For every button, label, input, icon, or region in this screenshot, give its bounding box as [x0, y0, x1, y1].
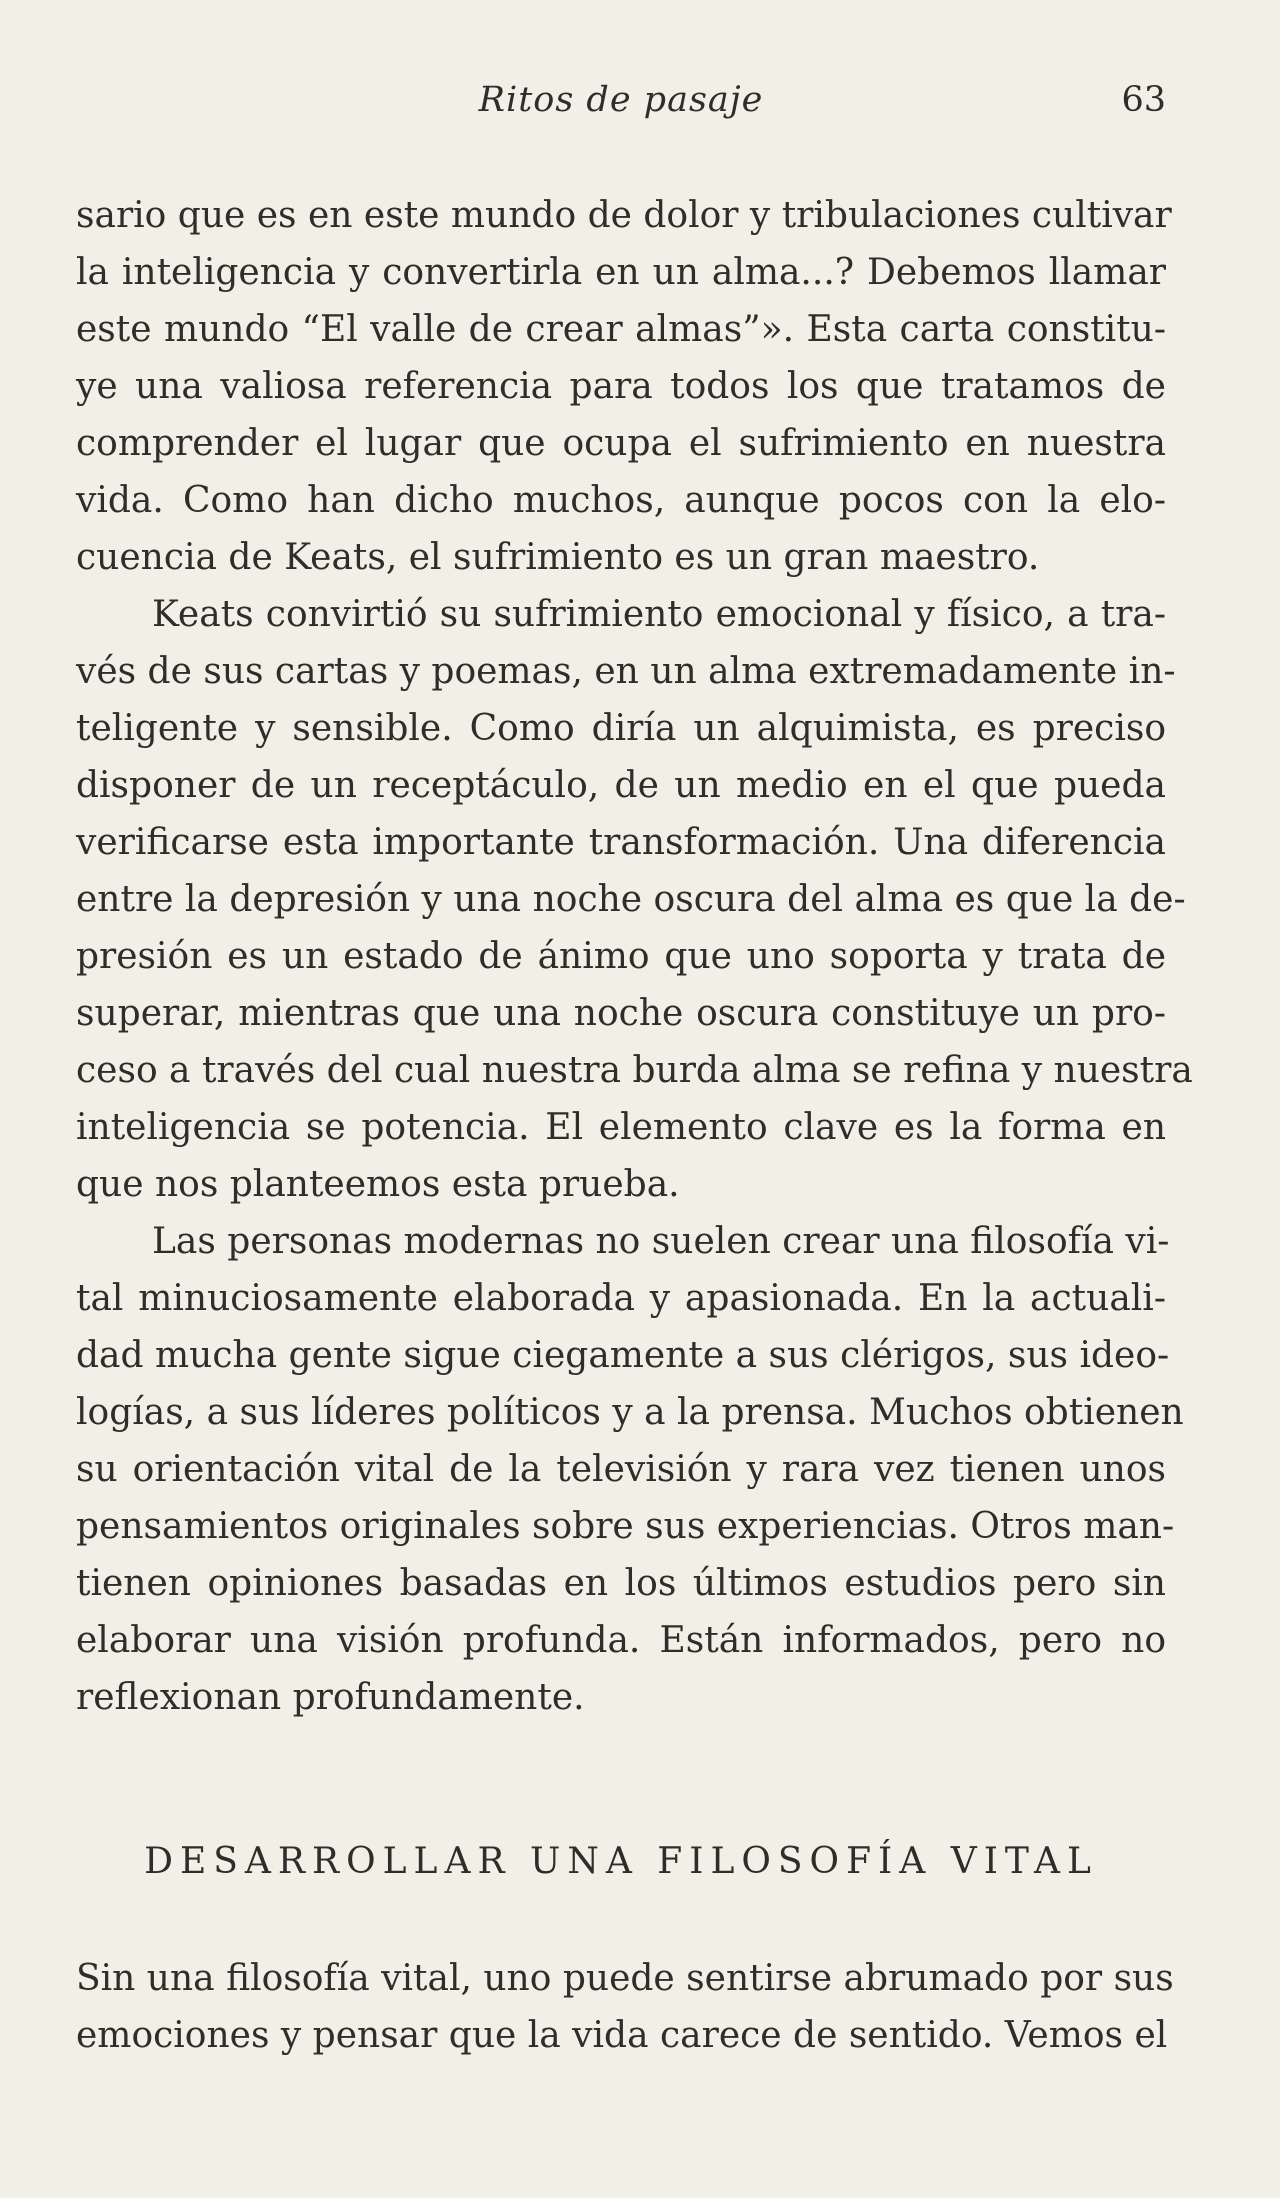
- text-line: logías, a sus líderes políticos y a la prensa. Muchos obtienen: [76, 1392, 1184, 1433]
- text-line: ceso a través del cual nuestra burda alma se refina y nuestra: [76, 1050, 1193, 1091]
- text-line: Las personas modernas no suelen crear una filosofía vi-: [152, 1221, 1170, 1262]
- text-line: inteligencia se potencia. El elemento clave es la forma en: [76, 1107, 1166, 1148]
- text-line: tal minuciosamente elaborada y apasionada. En la actuali-: [76, 1278, 1166, 1319]
- text-line: emociones y pensar que la vida carece de sentido. Vemos el: [76, 2015, 1168, 2056]
- text-line: entre la depresión y una noche oscura del alma es que la de-: [76, 879, 1186, 920]
- running-title: Ritos de pasaje: [478, 80, 764, 120]
- body-text: [76, 187, 1193, 1726]
- text-line: pensamientos originales sobre sus experiencias. Otros man-: [76, 1506, 1175, 1547]
- text-line: verificarse esta importante transformación. Una diferencia: [76, 822, 1166, 863]
- text-line: reflexionan profundamente.: [76, 1677, 585, 1718]
- section-text: [76, 1950, 1174, 2064]
- text-line: dad mucha gente sigue ciegamente a sus clérigos, sus ideo-: [76, 1335, 1170, 1376]
- text-line: comprender el lugar que ocupa el sufrimiento en nuestra: [76, 423, 1166, 464]
- text-line: tienen opiniones basadas en los últimos estudios pero sin: [76, 1563, 1166, 1604]
- text-line: superar, mientras que una noche oscura constituye un pro-: [76, 993, 1166, 1034]
- text-line: vés de sus cartas y poemas, en un alma extremadamente in-: [76, 651, 1176, 692]
- text-line: presión es un estado de ánimo que uno soporta y trata de: [76, 936, 1166, 977]
- text-line: elaborar una visión profunda. Están informados, pero no: [76, 1620, 1166, 1661]
- text-line: disponer de un receptáculo, de un medio en el que pueda: [76, 765, 1166, 806]
- text-line: sario que es en este mundo de dolor y tribulaciones cultivar: [76, 195, 1172, 236]
- text-line: Keats convirtió su sufrimiento emocional y físico, a tra-: [152, 594, 1166, 635]
- text-line: ye una valiosa referencia para todos los que tratamos de: [76, 366, 1166, 407]
- text-line: cuencia de Keats, el sufrimiento es un gran maestro.: [76, 537, 1040, 578]
- text-line: la inteligencia y convertirla en un alma...? Debemos llamar: [76, 252, 1166, 293]
- text-line: este mundo “El valle de crear almas”». Esta carta constitu-: [76, 309, 1166, 350]
- page-number: 63: [1121, 80, 1166, 120]
- section-heading: DESARROLLAR UNA FILOSOFÍA VITAL: [144, 1841, 1098, 1882]
- text-line: vida. Como han dicho muchos, aunque pocos con la elo-: [76, 480, 1166, 521]
- text-line: teligente y sensible. Como diría un alquimista, es preciso: [76, 708, 1166, 749]
- text-line: que nos planteemos esta prueba.: [76, 1164, 680, 1205]
- text-line: su orientación vital de la televisión y rara vez tienen unos: [76, 1449, 1166, 1490]
- text-line: Sin una filosofía vital, uno puede sentirse abrumado por sus: [76, 1958, 1174, 1999]
- running-header: [76, 70, 1166, 130]
